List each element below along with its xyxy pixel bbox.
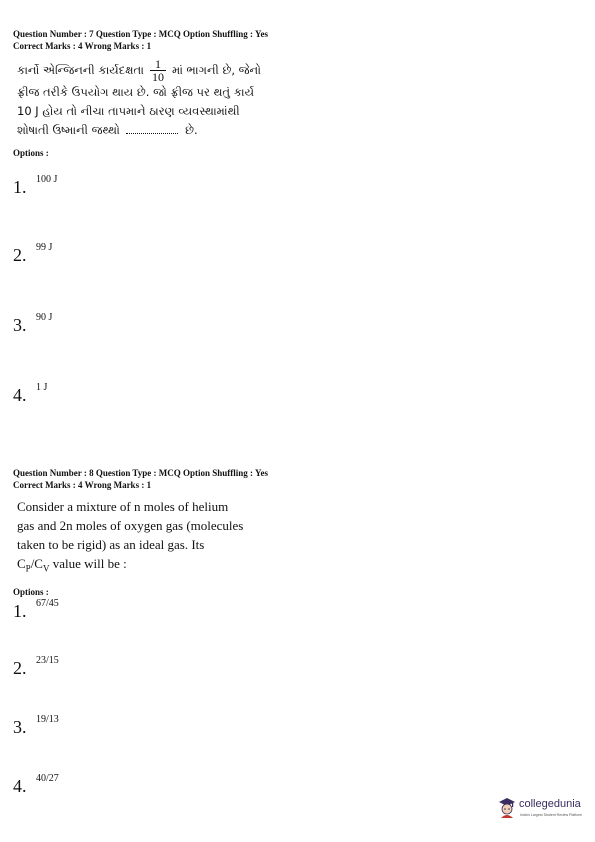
collegedunia-logo — [497, 795, 589, 823]
fraction-denominator: 10 — [151, 70, 164, 84]
cv-symbol: /C — [30, 556, 43, 571]
question-7-meta-line-2: Correct Marks : 4 Wrong Marks : 1 — [13, 41, 152, 51]
option-text: 100 J — [36, 174, 58, 185]
option-text: 99 J — [36, 242, 53, 253]
question-7-line-1 — [17, 58, 573, 83]
cv-subscript: V — [42, 563, 50, 574]
logo-tagline: India's Largest Student Review Platform — [520, 813, 583, 817]
fraction — [150, 58, 166, 83]
options-label: Options : — [13, 586, 49, 597]
mascot-icon — [497, 796, 517, 818]
option-number: 3. — [13, 717, 27, 737]
question-7-line-1b: માં ભાગની છે, જેનો — [171, 63, 261, 77]
option-number: 4. — [13, 385, 27, 405]
option-text: 90 J — [36, 312, 53, 323]
answer-blank — [126, 133, 178, 134]
question-8-meta-line-1: Question Number : 8 Question Type : MCQ Option Shuffling : Yes — [13, 468, 268, 478]
option-number: 1. — [13, 601, 27, 621]
question-7-line-4b: છે. — [185, 123, 198, 137]
options-label: Options : — [13, 148, 49, 158]
question-8-meta-line-2: Correct Marks : 4 Wrong Marks : 1 — [13, 480, 152, 490]
option-number: 2. — [13, 245, 27, 265]
question-8 — [13, 467, 573, 597]
option-number: 3. — [13, 315, 27, 335]
question-8-text — [17, 497, 573, 579]
question-7 — [13, 28, 573, 158]
question-7-line-2: ફ્રીજ તરીકે ઉપયોગ થાય છે. જો ફ્રીજ પર થતું કાર્ય — [17, 85, 255, 99]
fraction-numerator: 1 — [150, 58, 166, 71]
cp-subscript: P — [25, 563, 31, 574]
question-7-meta-line-1: Question Number : 7 Question Type : MCQ Option Shuffling : Yes — [13, 29, 268, 39]
option-text: 19/13 — [36, 714, 59, 725]
question-7-line-3: 10 J હોય તો નીચા તાપમાને ઠારણ વ્યવસ્થામાંથી — [17, 104, 240, 118]
option-number: 2. — [13, 658, 27, 678]
question-7-text — [17, 58, 573, 140]
option-number: 4. — [13, 776, 27, 796]
question-8-line-4 — [17, 554, 573, 579]
logo-brand: collegedunia — [519, 798, 581, 810]
question-7-line-4 — [17, 121, 573, 140]
cp-symbol: C — [17, 556, 26, 571]
question-8-line-3: taken to be rigid) as an ideal gas. Its — [17, 537, 205, 552]
question-8-line-4b: value will be : — [49, 556, 127, 571]
option-text: 23/15 — [36, 655, 59, 666]
option-text: 1 J — [36, 382, 48, 393]
question-7-line-4a: શોષાતી ઉષ્માની જથ્થો — [17, 123, 120, 137]
option-text: 40/27 — [36, 773, 59, 784]
option-number: 1. — [13, 177, 27, 197]
question-7-line-1a: કાર્નો એન્જિનની કાર્યદક્ષતા — [17, 63, 144, 77]
question-8-line-2: gas and 2n moles of oxygen gas (molecules — [17, 518, 244, 533]
question-8-line-1: Consider a mixture of n moles of helium — [17, 499, 229, 514]
option-text: 67/45 — [36, 598, 59, 609]
